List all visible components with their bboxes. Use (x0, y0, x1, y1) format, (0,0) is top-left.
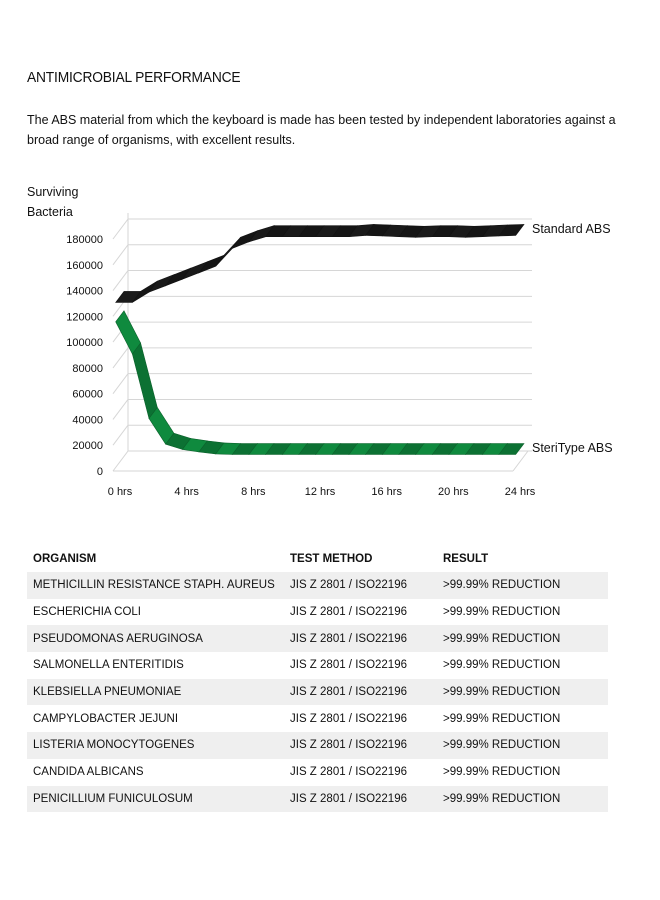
table-header-row (27, 546, 608, 572)
organism-cell: ESCHERICHIA COLI (33, 606, 141, 619)
test-method-cell: JIS Z 2801 / ISO22196 (290, 686, 407, 699)
result-cell: >99.99% REDUCTION (443, 792, 561, 805)
result-cell: >99.99% REDUCTION (443, 632, 561, 645)
table-body (27, 572, 608, 812)
test-method-cell: JIS Z 2801 / ISO22196 (290, 792, 407, 805)
y-axis-label: Surviving (27, 185, 79, 199)
series-standard-abs (116, 224, 524, 302)
organism-cell: PSEUDOMONAS AERUGINOSA (33, 632, 203, 645)
gridline-depth (113, 271, 128, 291)
x-tick-label: 20 hrs (438, 486, 469, 498)
organism-cell: KLEBSIELLA PNEUMONIAE (33, 686, 182, 699)
table-row (27, 705, 608, 732)
test-method-cell: JIS Z 2801 / ISO22196 (290, 579, 407, 592)
x-tick-label: 24 hrs (504, 486, 536, 498)
header-test-method: TEST METHOD (290, 553, 373, 565)
series-steritype-abs (116, 311, 524, 455)
x-tick-label: 4 hrs (174, 486, 199, 498)
test-method-cell: JIS Z 2801 / ISO22196 (290, 659, 407, 672)
table-row (27, 652, 608, 679)
y-tick-label: 20000 (72, 440, 103, 453)
ribbon-segment (216, 237, 241, 266)
organism-table (27, 546, 608, 812)
result-cell: >99.99% REDUCTION (443, 606, 561, 619)
organism-cell: CAMPYLOBACTER JEJUNI (33, 712, 179, 725)
series-label: Standard ABS (532, 222, 611, 236)
y-tick-label: 100000 (66, 337, 103, 350)
y-tick-label: 80000 (72, 362, 103, 375)
y-axis-label: Bacteria (27, 205, 73, 219)
gridline-depth (113, 348, 128, 368)
bacteria-chart (0, 175, 660, 505)
chart-grid (113, 213, 532, 471)
gridline-depth (113, 425, 128, 445)
test-method-cell: JIS Z 2801 / ISO22196 (290, 739, 407, 752)
table-row (27, 759, 608, 786)
ribbon-segment (132, 343, 157, 418)
page-heading: ANTIMICROBIAL PERFORMANCE (27, 69, 241, 86)
gridline-depth (113, 219, 128, 239)
y-tick-label: 120000 (66, 311, 103, 324)
organism-cell: LISTERIA MONOCYTOGENES (33, 739, 195, 752)
header-organism: ORGANISM (33, 553, 97, 565)
gridline-depth (113, 399, 128, 419)
gridline-depth (113, 245, 128, 265)
x-tick-label: 8 hrs (241, 486, 266, 498)
result-cell: >99.99% REDUCTION (443, 766, 561, 779)
y-tick-label: 60000 (72, 388, 103, 401)
x-tick-label: 16 hrs (371, 486, 402, 498)
test-method-cell: JIS Z 2801 / ISO22196 (290, 606, 407, 619)
organism-cell: CANDIDA ALBICANS (33, 766, 144, 779)
series-label: SteriType ABS (532, 441, 613, 456)
y-tick-label: 180000 (66, 234, 103, 246)
y-tick-label: 140000 (66, 285, 103, 298)
y-tick-label: 160000 (66, 259, 103, 272)
test-method-cell: JIS Z 2801 / ISO22196 (290, 766, 407, 779)
y-tick-label: 0 (96, 466, 103, 478)
result-cell: >99.99% REDUCTION (443, 712, 561, 725)
x-tick-label: 12 hrs (304, 486, 336, 498)
intro-paragraph: The ABS material from which the keyboard is made has been tested by independent laboratories against a broad range of organisms, with excellent results. (27, 113, 616, 147)
header-result: RESULT (443, 553, 489, 565)
test-method-cell: JIS Z 2801 / ISO22196 (290, 712, 407, 725)
organism-cell: SALMONELLA ENTERITIDIS (33, 659, 184, 672)
result-cell: >99.99% REDUCTION (443, 579, 561, 592)
test-method-cell: JIS Z 2801 / ISO22196 (290, 632, 407, 645)
result-cell: >99.99% REDUCTION (443, 686, 561, 699)
table-row (27, 786, 608, 813)
gridline-depth (113, 374, 128, 394)
table-row (27, 625, 608, 652)
result-cell: >99.99% REDUCTION (443, 739, 561, 752)
table-row (27, 679, 608, 706)
gridline-depth (113, 451, 128, 471)
y-tick-label: 40000 (72, 414, 103, 427)
result-cell: >99.99% REDUCTION (443, 659, 561, 672)
x-tick-label: 0 hrs (107, 486, 133, 498)
organism-cell: PENICILLIUM FUNICULOSUM (33, 792, 193, 805)
table-row (27, 599, 608, 626)
table-row (27, 572, 608, 599)
table-row (27, 732, 608, 759)
organism-cell: METHICILLIN RESISTANCE STAPH. AUREUS (33, 579, 275, 592)
